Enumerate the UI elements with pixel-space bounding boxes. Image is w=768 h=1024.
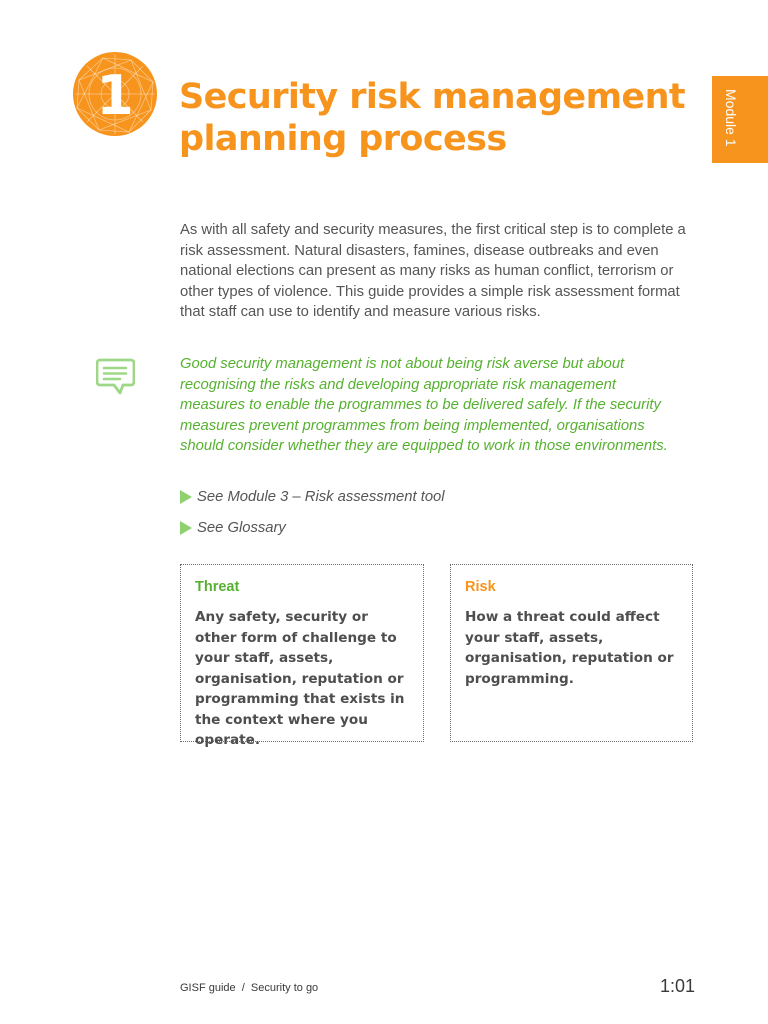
page-number: 1:01 (659, 976, 695, 996)
threat-definition-text: Any safety, security or other form of challenge to your staff, assets, organisation, reputation or programming that exists in the context where you operate. (195, 609, 405, 748)
page-title: Security risk management planning process (179, 77, 686, 159)
threat-definition-box (180, 564, 424, 748)
module-number: 1 (96, 64, 134, 127)
see-module-3-link[interactable] (180, 486, 445, 508)
see-glossary-link[interactable] (180, 517, 286, 539)
risk-title: Risk (465, 579, 496, 595)
triangle-arrow-icon (180, 490, 192, 504)
threat-title: Threat (195, 579, 240, 595)
intro-paragraph: As with all safety and security measures, the first critical step is to complete a risk assessment. Natural disasters, famines, disease outbreaks and even national elections can present as many risks as human conflict, terrorism or other types of violence. This guide provides a simple risk assessment format that staff can use to identify and measure various risks. (180, 222, 686, 320)
see-glossary-link-text: See Glossary (197, 520, 286, 536)
highlight-quote: Good security management is not about being risk averse but about recognising the risks and developing appropriate risk management measures to enable the programmes to be delivered safely. If the security measures prevent programmes from being implemented, organisations should consider whether they are equipped to work in those environments. (180, 356, 668, 454)
module-side-tab-label: Module 1 (723, 89, 739, 147)
footer-guide-title: GISF guide / Security to go (180, 982, 319, 994)
speech-bubble-icon (96, 358, 135, 395)
triangle-arrow-icon (180, 521, 192, 535)
risk-definition-text: How a threat could affect your staff, assets, organisation, reputation or programming. (465, 609, 674, 687)
module-number-badge (73, 52, 157, 136)
see-module-3-link-text: See Module 3 – Risk assessment tool (197, 489, 445, 505)
module-side-tab[interactable] (712, 76, 768, 163)
risk-definition-box (450, 564, 693, 742)
